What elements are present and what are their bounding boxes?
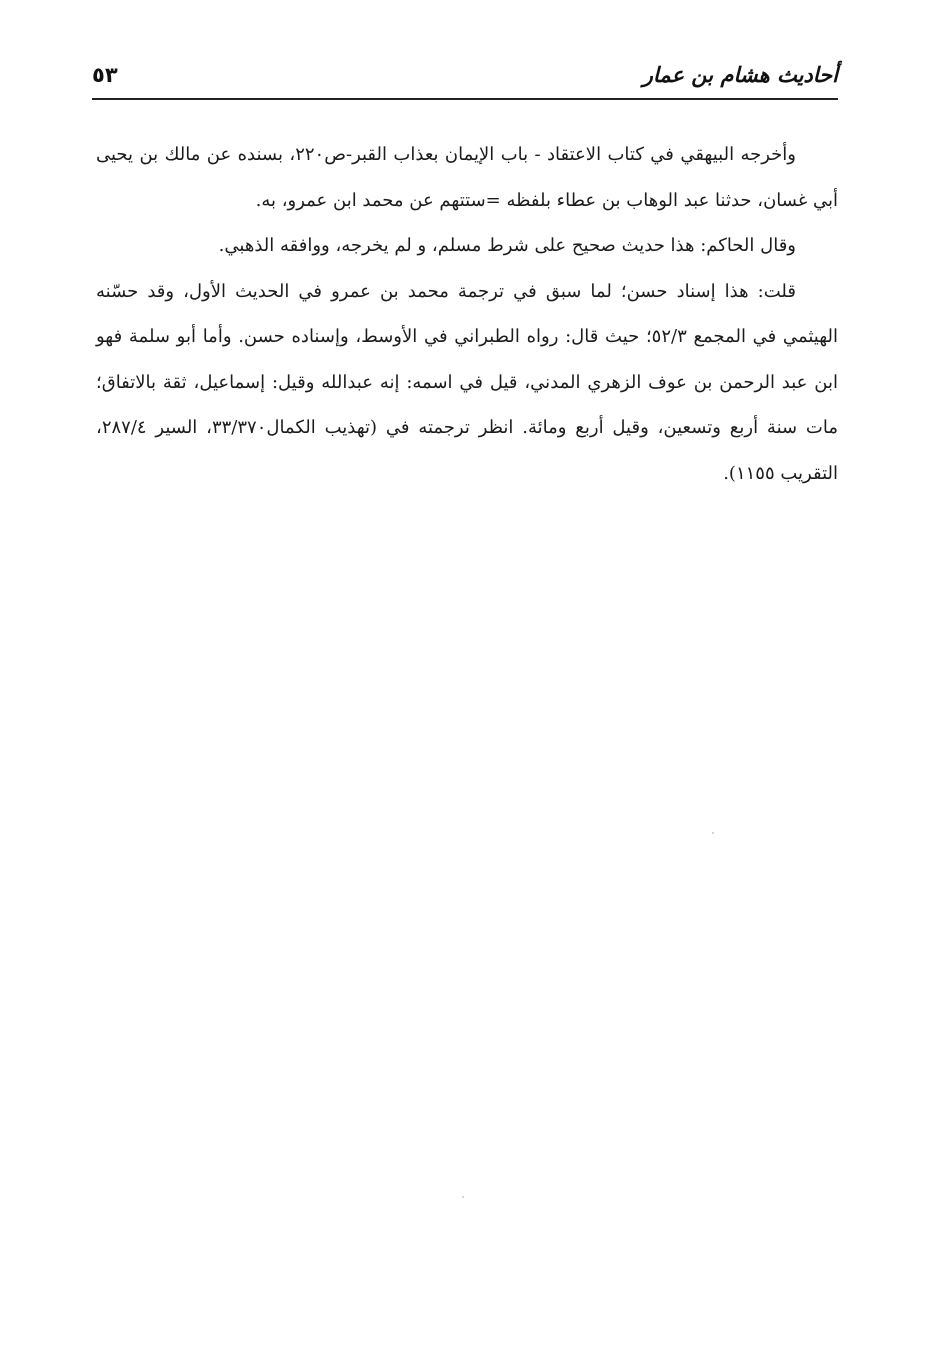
paragraph-hakim: وقال الحاكم: هذا حديث صحيح على شرط مسلم، و لم يخرجه، ووافقه الذهبي. [218,235,796,256]
paragraph-bayhaqi: وأخرجه البيهقي في كتاب الاعتقاد - باب الإيمان بعذاب القبر-ص٢٢٠، بسنده عن مالك بن يحيى أبي غسان، حدثنا عبد الوهاب بن عطاء بلفظه =ستتهم عن محمد ابن عمرو، به. [96,144,838,211]
header-divider [92,98,838,100]
page-header [92,56,838,98]
scan-speck [462,1196,464,1198]
body-text [96,132,838,496]
page-number: ٥٣ [92,63,118,87]
running-title: أحاديث هشام بن عمار [642,63,838,87]
scan-speck [712,832,714,834]
paragraph-author-note: قلت: هذا إسناد حسن؛ لما سبق في ترجمة محمد بن عمرو في الحديث الأول، وقد حسّنه الهيثمي في المجمع ٥٢/٣؛ حيث قال: رواه الطبراني في الأوسط، وإسناده حسن. وأما أبو سلمة فهو ابن عبد الرحمن بن عوف الزهري المدني، قيل في اسمه: إنه عبدالله وقيل: إسماعيل، ثقة بالاتفاق؛ مات سنة أربع وتسعين، وقيل أربع ومائة. انظر ترجمته في (تهذيب الكمال٣٣/٣٧٠، السير ٢٨٧/٤، التقريب ١١٥٥). [96,280,838,484]
